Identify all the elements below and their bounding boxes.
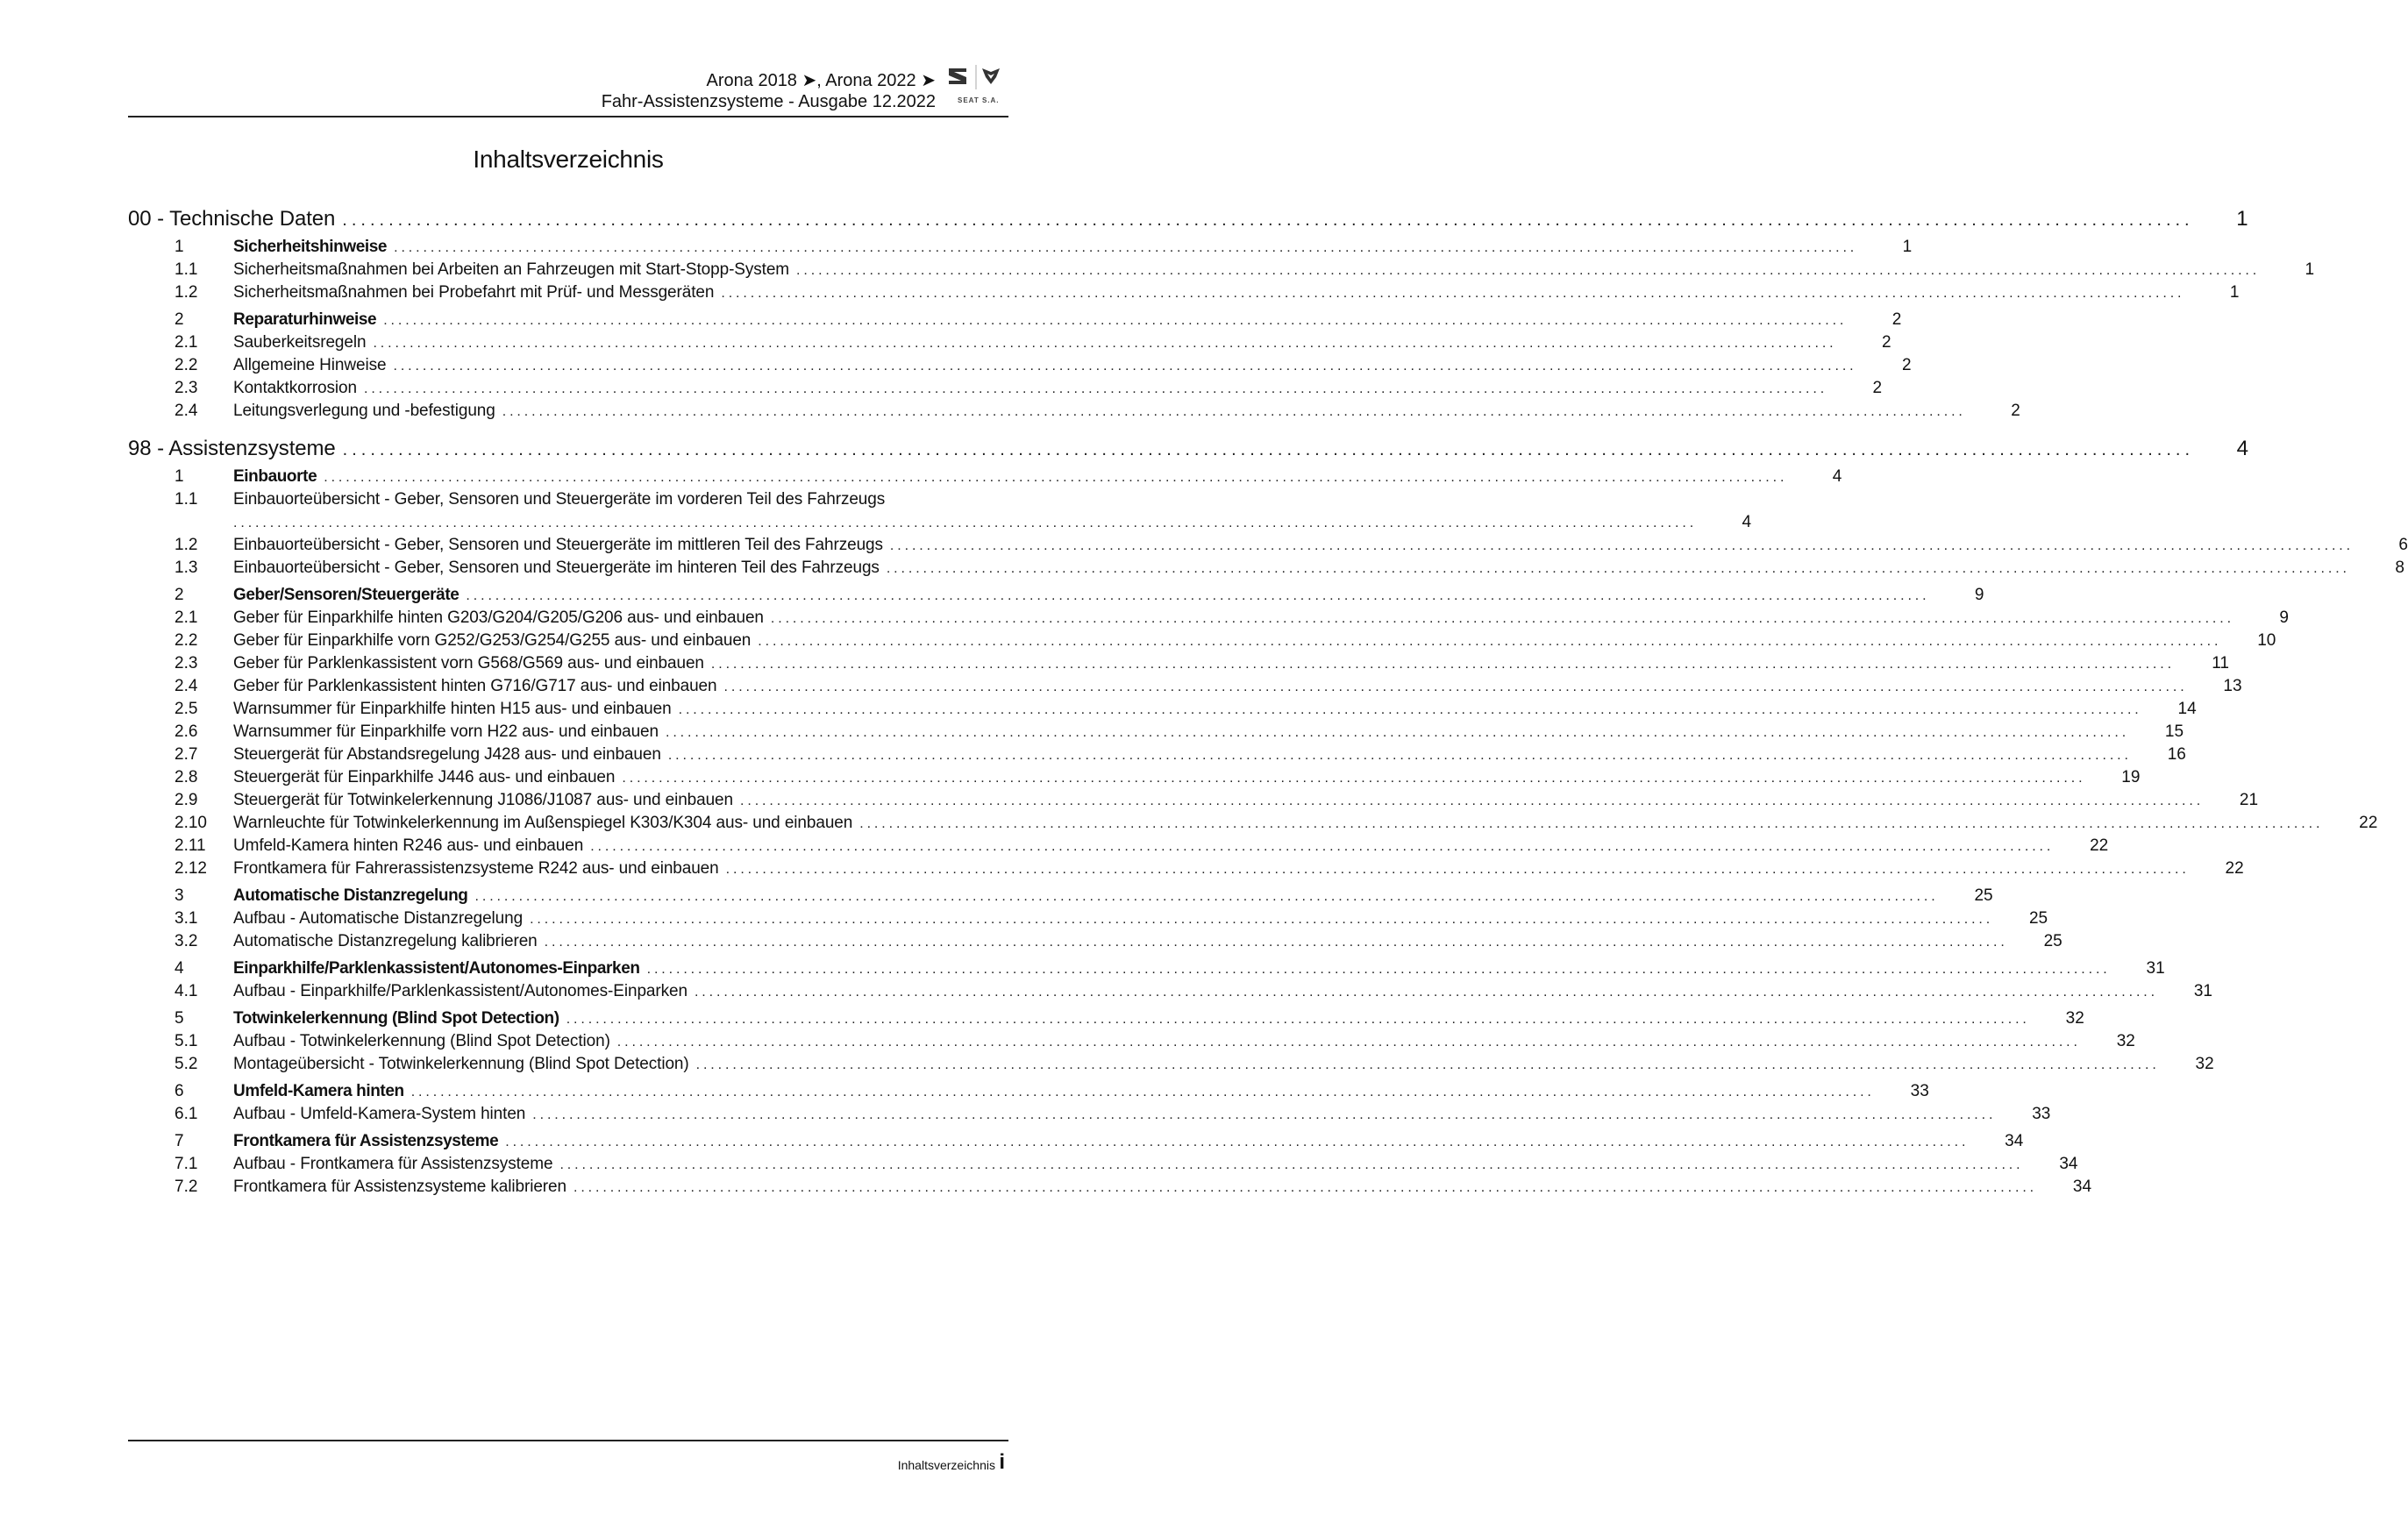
dot-leader: ........................................................................................................................................................................................................ [725, 862, 2190, 877]
toc-chapter[interactable] [128, 1132, 2024, 1155]
entry-page[interactable]: 8 [2395, 559, 2404, 577]
entry-number: 6 [175, 1082, 184, 1100]
dot-leader: ........................................................................................................................................................................................................ [342, 210, 2194, 230]
dot-leader: ........................................................................................................................................................................................................ [394, 240, 1858, 255]
entry-title[interactable]: Kontaktkorrosion [233, 379, 357, 397]
entry-title[interactable]: Sauberkeitsregeln [233, 333, 367, 352]
entry-title[interactable]: Einparkhilfe/Parklenkassistent/Autonomes-Einparken [233, 959, 640, 978]
entry-number: 4 [175, 959, 184, 978]
dot-leader: ........................................................................................................................................................................................................ [646, 962, 2111, 977]
entry-page[interactable]: 16 [2167, 745, 2186, 764]
entry-title[interactable]: Geber für Einparkhilfe vorn G252/G253/G254/G255 aus- und einbauen [233, 631, 752, 650]
dot-leader: ........................................................................................................................................................................................................ [770, 611, 2234, 626]
entry-title[interactable]: Sicherheitsmaßnahmen bei Arbeiten an Fahrzeugen mit Start-Stopp-System [233, 260, 790, 279]
entry-title[interactable]: Umfeld-Kamera hinten R246 aus- und einbauen [233, 836, 584, 855]
entry-number: 1.3 [175, 559, 198, 577]
entry-number: 7 [175, 1132, 184, 1150]
entry-page[interactable]: 4 [1832, 467, 1842, 486]
header-edition-line: Fahr-Assistenzsysteme - Ausgabe 12.2022 [601, 92, 936, 111]
entry-title[interactable]: Steuergerät für Einparkhilfe J446 aus- und einbauen [233, 768, 616, 786]
entry-number: 1.1 [175, 260, 198, 279]
toc-entry[interactable] [128, 791, 2259, 814]
entry-number: 2.2 [175, 356, 198, 374]
toc-chapter[interactable] [128, 238, 1913, 260]
toc-entry[interactable] [128, 356, 1912, 379]
entry-page[interactable]: 15 [2164, 722, 2184, 741]
dot-leader: ........................................................................................................................................................................................................ [667, 748, 2132, 763]
entry-number: 2.12 [175, 859, 207, 878]
entry-page[interactable]: 1 [1902, 238, 1913, 256]
entry-number: 3.2 [175, 932, 198, 950]
entry-page[interactable]: 1 [2236, 207, 2248, 231]
dot-leader: ........................................................................................................................................................................................................ [373, 336, 1837, 351]
footer-page-number: i [999, 1450, 1005, 1474]
entry-title[interactable]: Allgemeine Hinweise [233, 356, 387, 374]
entry-page[interactable]: 2 [1901, 356, 1912, 374]
entry-number: 2.2 [175, 631, 198, 650]
entry-title[interactable]: Aufbau - Totwinkelerkennung (Blind Spot Detection) [233, 1032, 610, 1050]
dot-leader: ........................................................................................................................................................................................................ [723, 680, 2188, 694]
entry-title[interactable]: Reparaturhinweise [233, 310, 377, 329]
toc-entry-continuation[interactable] [128, 513, 1752, 536]
dot-leader: ........................................................................................................................................................................................................ [694, 985, 2158, 1000]
toc-entry[interactable] [128, 379, 1883, 402]
logo-text: SEAT S.A. [958, 96, 1000, 104]
dot-leader: ........................................................................................................................................................................................................ [740, 793, 2205, 808]
toc-chapter[interactable] [128, 1009, 2084, 1032]
entry-number: 1 [175, 467, 184, 486]
dot-leader: ........................................................................................................................................................................................................ [859, 816, 2324, 831]
entry-title[interactable]: Automatische Distanzregelung kalibrieren [233, 932, 538, 950]
toc-entry[interactable] [128, 836, 2109, 859]
entry-number: 5.2 [175, 1055, 198, 1073]
entry-number: 2.1 [175, 608, 198, 627]
entry-number: 5 [175, 1009, 184, 1028]
dot-leader: ........................................................................................................................................................................................................ [665, 725, 2130, 740]
entry-title[interactable]: Frontkamera für Assistenzsysteme [233, 1132, 499, 1150]
toc-entry[interactable] [128, 859, 2244, 882]
dot-leader: ........................................................................................................................................................................................................ [678, 702, 2142, 717]
entry-page[interactable]: 22 [2225, 859, 2244, 878]
entry-number: 2.11 [175, 836, 206, 855]
entry-number: 2.8 [175, 768, 198, 786]
dot-leader: ........................................................................................................................................................................................................ [530, 912, 1994, 927]
header-divider [128, 116, 1008, 117]
entry-title[interactable]: Warnsummer für Einparkhilfe hinten H15 aus- und einbauen [233, 700, 672, 718]
dot-leader: ........................................................................................................................................................................................................ [573, 1180, 2038, 1195]
entry-page[interactable]: 34 [2072, 1178, 2092, 1196]
dot-leader: ........................................................................................................................................................................................................ [590, 839, 2055, 854]
dot-leader: ........................................................................................................................................................................................................ [695, 1057, 2160, 1072]
entry-page[interactable]: 2 [2011, 402, 2020, 420]
dot-leader: ........................................................................................................................................................................................................ [383, 313, 1848, 328]
toc-entry[interactable] [128, 490, 1008, 513]
entry-number: 1.1 [175, 490, 198, 509]
entry-title[interactable]: Steuergerät für Totwinkelerkennung J1086/J1087 aus- und einbauen [233, 791, 733, 809]
entry-title[interactable]: Frontkamera für Fahrerassistenzsysteme R242 aus- und einbauen [233, 859, 719, 878]
entry-page[interactable]: 34 [2059, 1155, 2078, 1173]
entry-page[interactable]: 2 [1891, 310, 1902, 329]
toc-entry[interactable] [128, 559, 2404, 581]
dot-leader: ........................................................................................................................................................................................................ [505, 1135, 1970, 1149]
entry-title[interactable]: Einbauorteübersicht - Geber, Sensoren und Steuergeräte im mittleren Teil des Fahrzeugs [233, 536, 883, 554]
entry-page[interactable]: 1 [2229, 283, 2240, 302]
dot-leader: ........................................................................................................................................................................................................ [233, 516, 1698, 530]
dot-leader: ........................................................................................................................................................................................................ [886, 561, 2350, 576]
entry-number: 2.10 [175, 814, 207, 832]
entry-page[interactable]: 32 [2195, 1055, 2214, 1073]
toc-chapter[interactable] [128, 467, 1842, 490]
entry-number: 7.1 [175, 1155, 198, 1173]
entry-page[interactable]: 4 [2236, 437, 2248, 460]
toc-entry[interactable] [128, 631, 2276, 654]
dot-leader: ........................................................................................................................................................................................................ [342, 440, 2194, 459]
toc-entry[interactable] [128, 260, 2315, 283]
entry-page[interactable]: 13 [2223, 677, 2242, 695]
entry-title[interactable]: Geber für Parklenkassistent vorn G568/G569 aus- und einbauen [233, 654, 704, 672]
dot-leader: ........................................................................................................................................................................................................ [622, 771, 2086, 786]
entry-number: 1.2 [175, 283, 198, 302]
entry-title[interactable]: Automatische Distanzregelung [233, 886, 468, 905]
entry-title[interactable]: Steuergerät für Abstandsregelung J428 aus- und einbauen [233, 745, 661, 764]
entry-title[interactable]: Warnleuchte für Totwinkelerkennung im Außenspiegel K303/K304 aus- und einbauen [233, 814, 853, 832]
entry-page[interactable]: 22 [2090, 836, 2109, 855]
toc-entry[interactable] [128, 654, 2229, 677]
entry-title[interactable]: Totwinkelerkennung (Blind Spot Detection) [233, 1009, 559, 1028]
entry-page[interactable]: 34 [2005, 1132, 2024, 1150]
entry-page[interactable]: 25 [2043, 932, 2062, 950]
dot-leader: ........................................................................................................................................................................................................ [410, 1085, 1875, 1099]
entry-page[interactable]: 33 [1910, 1082, 1929, 1100]
toc-entry[interactable] [128, 1105, 2051, 1128]
entry-page[interactable]: 9 [2279, 608, 2289, 627]
entry-page[interactable]: 2 [1881, 333, 1891, 352]
toc-entry[interactable] [128, 745, 2186, 768]
dot-leader: ........................................................................................................................................................................................................ [721, 286, 2185, 301]
dot-leader: ........................................................................................................................................................................................................ [502, 404, 1966, 419]
dot-leader: ........................................................................................................................................................................................................ [559, 1157, 2024, 1172]
toc-entry[interactable] [128, 402, 2020, 424]
entry-title[interactable]: Warnsummer für Einparkhilfe vorn H22 aus- und einbauen [233, 722, 659, 741]
dot-leader: ........................................................................................................................................................................................................ [796, 263, 2261, 278]
entry-title[interactable]: 00 - Technische Daten [128, 207, 336, 231]
entry-page[interactable]: 4 [1742, 513, 1752, 531]
toc-entry[interactable] [128, 768, 2141, 791]
toc-section[interactable] [128, 207, 2248, 233]
toc-entry[interactable] [128, 982, 2212, 1005]
entry-number: 2 [175, 310, 184, 329]
entry-page[interactable]: 21 [2239, 791, 2259, 809]
entry-number: 1 [175, 238, 184, 256]
entry-number: 7.2 [175, 1178, 198, 1196]
dot-leader: ........................................................................................................................................................................................................ [393, 359, 1857, 374]
entry-page[interactable]: 19 [2121, 768, 2141, 786]
entry-number: 3.1 [175, 909, 198, 928]
entry-page[interactable]: 14 [2177, 700, 2197, 718]
entry-number: 2.3 [175, 654, 198, 672]
toc-entry[interactable] [128, 333, 1891, 356]
entry-page[interactable]: 11 [2212, 654, 2229, 672]
entry-number: 2.4 [175, 402, 198, 420]
entry-title[interactable]: Frontkamera für Assistenzsysteme kalibrieren [233, 1178, 566, 1196]
footer-divider [128, 1440, 1008, 1441]
entry-number: 1.2 [175, 536, 198, 554]
dot-leader: ........................................................................................................................................................................................................ [566, 1012, 2030, 1027]
entry-number: 2.3 [175, 379, 198, 397]
entry-page[interactable]: 1 [2305, 260, 2315, 279]
table-of-contents [128, 207, 2408, 1200]
entry-title[interactable]: Einbauorteübersicht - Geber, Sensoren und Steuergeräte im hinteren Teil des Fahrzeugs [233, 559, 880, 577]
toc-section[interactable] [128, 437, 2248, 463]
toc-entry[interactable] [128, 1178, 2092, 1200]
toc-chapter[interactable] [128, 586, 1984, 608]
toc-entry[interactable] [128, 722, 2184, 745]
toc-chapter[interactable] [128, 310, 1902, 333]
entry-title[interactable]: Aufbau - Automatische Distanzregelung [233, 909, 524, 928]
entry-page[interactable]: 32 [2116, 1032, 2135, 1050]
dot-leader: ........................................................................................................................................................................................................ [324, 470, 1788, 485]
entry-page[interactable]: 10 [2257, 631, 2276, 650]
toc-entry[interactable] [128, 1155, 2078, 1178]
toc-entry[interactable] [128, 283, 2240, 306]
toc-chapter[interactable] [128, 1082, 1929, 1105]
dot-leader: ........................................................................................................................................................................................................ [710, 657, 2175, 672]
entry-title[interactable]: Geber/Sensoren/Steuergeräte [233, 586, 460, 604]
entry-title[interactable]: Aufbau - Umfeld-Kamera-System hinten [233, 1105, 526, 1123]
entry-page[interactable]: 32 [2065, 1009, 2084, 1028]
page-header [602, 70, 936, 112]
dot-leader: ........................................................................................................................................................................................................ [532, 1107, 1997, 1122]
toc-chapter[interactable] [128, 959, 2165, 982]
entry-title[interactable]: Geber für Einparkhilfe hinten G203/G204/G205/G206 aus- und einbauen [233, 608, 764, 627]
toc-entry[interactable] [128, 814, 2378, 836]
entry-page[interactable]: 31 [2193, 982, 2212, 1000]
toc-entry[interactable] [128, 536, 2408, 559]
entry-number: 4.1 [175, 982, 198, 1000]
entry-title[interactable]: Geber für Parklenkassistent hinten G716/G717 aus- und einbauen [233, 677, 717, 695]
entry-page[interactable]: 6 [2398, 536, 2408, 554]
entry-number: 2.9 [175, 791, 198, 809]
entry-number: 2.6 [175, 722, 198, 741]
dot-leader: ........................................................................................................................................................................................................ [466, 588, 1930, 603]
entry-page[interactable]: 25 [2028, 909, 2048, 928]
entry-number: 2 [175, 586, 184, 604]
entry-number: 2.1 [175, 333, 198, 352]
entry-title[interactable]: Sicherheitshinweise [233, 238, 388, 256]
toc-entry[interactable] [128, 1055, 2214, 1078]
entry-page[interactable]: 25 [1974, 886, 1993, 905]
dot-leader: ........................................................................................................................................................................................................ [544, 935, 2008, 950]
footer-label: Inhaltsverzeichnis [897, 1458, 995, 1472]
entry-page[interactable]: 22 [2359, 814, 2378, 832]
entry-title[interactable]: 98 - Assistenzsysteme [128, 437, 336, 460]
toc-entry[interactable] [128, 909, 2048, 932]
entry-page[interactable]: 33 [2032, 1105, 2051, 1123]
entry-number: 2.4 [175, 677, 198, 695]
entry-page[interactable]: 2 [1872, 379, 1883, 397]
toc-entry[interactable] [128, 677, 2242, 700]
entry-title[interactable]: Sicherheitsmaßnahmen bei Probefahrt mit Prüf- und Messgeräten [233, 283, 715, 302]
entry-title[interactable]: Umfeld-Kamera hinten [233, 1082, 404, 1100]
entry-number: 6.1 [175, 1105, 198, 1123]
header-model-line: Arona 2018 ➤, Arona 2022 ➤ [706, 71, 936, 90]
entry-title[interactable]: Aufbau - Frontkamera für Assistenzsysteme [233, 1155, 553, 1173]
entry-title[interactable]: Montageübersicht - Totwinkelerkennung (Blind Spot Detection) [233, 1055, 689, 1073]
page-title: Inhaltsverzeichnis [473, 146, 664, 173]
dot-leader: ........................................................................................................................................................................................................ [758, 634, 2222, 649]
toc-entry[interactable] [128, 700, 2197, 722]
dot-leader: ........................................................................................................................................................................................................ [889, 538, 2354, 553]
toc-entry[interactable] [128, 1032, 2135, 1055]
entry-number: 2.5 [175, 700, 198, 718]
entry-title[interactable]: Einbauorte [233, 467, 317, 486]
entry-page[interactable]: 31 [2146, 959, 2165, 978]
entry-title[interactable]: Leitungsverlegung und -befestigung [233, 402, 495, 420]
toc-entry[interactable] [128, 608, 2289, 631]
entry-title[interactable]: Aufbau - Einparkhilfe/Parklenkassistent/Autonomes-Einparken [233, 982, 687, 1000]
entry-number: 3 [175, 886, 184, 905]
entry-title[interactable]: Einbauorteübersicht - Geber, Sensoren und Steuergeräte im vorderen Teil des Fahrzeugs [233, 490, 886, 509]
dot-leader: ........................................................................................................................................................................................................ [616, 1035, 2081, 1050]
dot-leader: ........................................................................................................................................................................................................ [474, 889, 1939, 904]
toc-entry[interactable] [128, 932, 2062, 955]
dot-leader: ........................................................................................................................................................................................................ [363, 381, 1828, 396]
entry-number: 5.1 [175, 1032, 198, 1050]
toc-chapter[interactable] [128, 886, 1993, 909]
entry-page[interactable]: 9 [1974, 586, 1984, 604]
entry-number: 2.7 [175, 745, 198, 764]
